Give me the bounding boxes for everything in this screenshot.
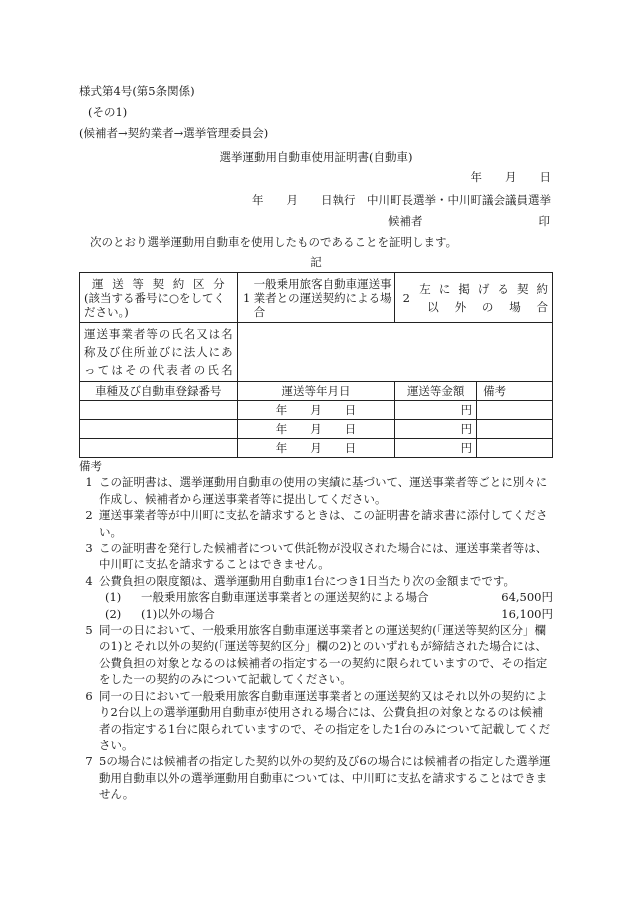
election-line: 年 月 日執行 中川町長選挙・中川町議会議員選挙 xyxy=(252,193,551,207)
header-remarks: 備考 xyxy=(477,382,553,401)
note-number: 7 xyxy=(85,754,93,769)
note-number: 2 xyxy=(85,508,93,523)
note-item xyxy=(79,688,553,754)
candidate-label: 候補者 xyxy=(388,214,423,228)
vehicle-cell[interactable] xyxy=(80,401,238,420)
note-number: 6 xyxy=(85,688,93,703)
operator-label: 運送事業者等の氏名又は名称及び住所並びに法人にあってはその代表者の氏名 xyxy=(80,323,238,382)
contract-option-1[interactable] xyxy=(237,273,395,323)
limit-text: (1)以外の場合 xyxy=(141,606,215,621)
note-number: 5 xyxy=(85,623,93,638)
option-1-text: 一般乗用旅客自動車運送事業者との運送契約による場合 xyxy=(253,276,392,319)
note-text: 公費負担の限度額は、選挙運動用自動車1台につき1日当たり次の金額までです。 xyxy=(99,573,515,588)
note-number: 3 xyxy=(85,541,93,556)
remarks-cell[interactable] xyxy=(477,439,553,458)
note-item xyxy=(79,753,553,802)
limit-amount: 16,100円 xyxy=(501,606,553,621)
amount-cell[interactable]: 円 xyxy=(395,401,477,420)
certificate-table xyxy=(79,272,553,458)
option-2-line1: 左に掲げる契約 xyxy=(419,281,548,296)
limit-item xyxy=(79,606,553,622)
note-item xyxy=(79,474,553,507)
note-number: 1 xyxy=(85,475,93,490)
note-text: 同一の日において一般乗用旅客自動車運送事業者との運送契約又はそれ以外の契約により2台以上の選挙運動用自動車が使用される場合には、公費負担の対象となるのは候補者の指定する1台に限られていますので、その指定をした1台のみについて記載してください。 xyxy=(99,688,551,752)
remarks-cell[interactable] xyxy=(477,420,553,439)
header-amount: 運送等金額 xyxy=(395,382,477,401)
amount-cell[interactable]: 円 xyxy=(395,439,477,458)
date-cell[interactable]: 年 月 日 xyxy=(237,401,395,420)
issue-date: 年 月 日 xyxy=(470,170,551,184)
limit-label: (2) xyxy=(105,606,122,621)
routing-line: (候補者→契約業者→選挙管理委員会) xyxy=(79,126,269,140)
remarks-cell[interactable] xyxy=(477,401,553,420)
note-item xyxy=(79,622,553,688)
note-item xyxy=(79,540,553,573)
note-text: この証明書は、選挙運動用自動車の使用の実績に基づいて、運送事業者等ごとに別々に作成し、候補者から運送事業者等に提出してください。 xyxy=(99,475,548,506)
header-date: 運送等年月日 xyxy=(237,382,395,401)
date-cell[interactable]: 年 月 日 xyxy=(237,439,395,458)
seal-mark: 印 xyxy=(538,214,550,228)
contract-option-2[interactable] xyxy=(395,273,553,323)
note-number: 4 xyxy=(85,573,93,588)
ki-heading: 記 xyxy=(310,255,322,269)
option-2-number: 2 xyxy=(402,290,410,305)
limit-amount: 64,500円 xyxy=(501,590,553,605)
note-text: 同一の日において、一般乗用旅客自動車運送事業者との運送契約(「運送等契約区分」欄の1)とそれ以外の契約(「運送等契約区分」欄の2)とのいずれもが締結された場合には、公費負担の対象となるのは候補者の指定する一の契約に限られていますので、その指定をした一の契約のみについて記載してください。 xyxy=(99,623,548,687)
document-title: 選挙運動用自動車使用証明書(自動車) xyxy=(219,150,413,164)
table-row xyxy=(80,401,553,420)
amount-cell[interactable]: 円 xyxy=(395,420,477,439)
vehicle-cell[interactable] xyxy=(80,420,238,439)
form-number: 様式第4号(第5条関係) xyxy=(79,84,195,98)
note-item xyxy=(79,507,553,540)
operator-value[interactable] xyxy=(237,323,552,382)
note-text: この証明書を発行した候補者について供託物が没収された場合には、運送事業者等は、中川町に支払を請求することはできません。 xyxy=(99,541,548,572)
form-part: (その1) xyxy=(88,105,128,119)
note-item xyxy=(79,573,553,589)
option-1-number: 1 xyxy=(242,290,251,305)
date-cell[interactable]: 年 月 日 xyxy=(237,420,395,439)
limit-item xyxy=(79,589,553,605)
limit-label: (1) xyxy=(105,590,122,605)
option-2-line2: 以外の場合 xyxy=(427,299,548,314)
table-row xyxy=(80,439,553,458)
contract-type-note: (該当する番号に○をしてください。) xyxy=(84,290,226,319)
contract-type-cell xyxy=(80,273,238,323)
certification-statement: 次のとおり選挙運動用自動車を使用したものであることを証明します。 xyxy=(90,235,458,249)
header-vehicle: 車種及び自動車登録番号 xyxy=(80,382,238,401)
notes-section xyxy=(79,458,553,803)
vehicle-cell[interactable] xyxy=(80,439,238,458)
limit-text: 一般乗用旅客自動車運送事業者との運送契約による場合 xyxy=(141,590,429,605)
note-text: 5の場合には候補者の指定した契約以外の契約及び6の場合には候補者の指定した選挙運動用自動車以外の選挙運動用自動車については、中川町に支払を請求することはできません。 xyxy=(99,754,551,802)
notes-heading: 備考 xyxy=(79,459,102,473)
note-text: 運送事業者等が中川町に支払を請求するときは、この証明書を請求書に添付してください。 xyxy=(99,508,548,539)
table-row xyxy=(80,420,553,439)
contract-type-label: 運送等契約区分 xyxy=(92,276,225,291)
